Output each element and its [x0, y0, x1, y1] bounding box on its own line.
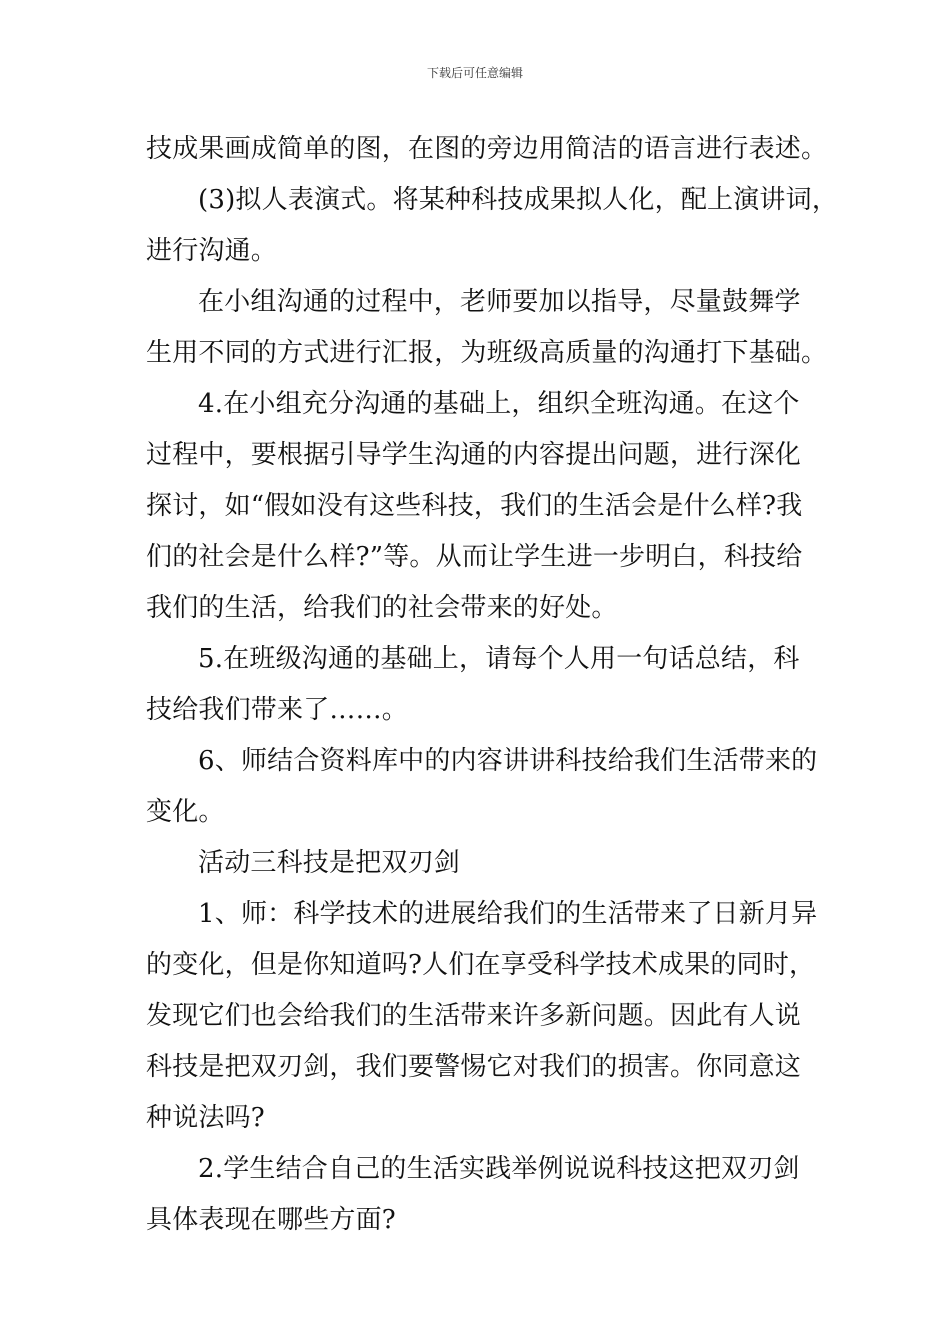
text-line: 在小组沟通的过程中，老师要加以指导，尽量鼓舞学 — [198, 287, 801, 317]
text-line: 变化。 — [146, 797, 225, 827]
text-line: 们的社会是什么样?”等。从而让学生进一步明白，科技给 — [146, 542, 803, 572]
text-line: (3)拟人表演式。将某种科技成果拟人化，配上演讲词， — [198, 185, 839, 215]
text-line: 1、师：科学技术的进展给我们的生活带来了日新月异 — [198, 899, 818, 929]
page-header: 下载后可任意编辑 — [426, 66, 523, 80]
text-line: 6、师结合资料库中的内容讲讲科技给我们生活带来的 — [198, 746, 818, 776]
text-line: 进行沟通。 — [146, 236, 278, 266]
document-body — [146, 124, 839, 1246]
text-line: 技成果画成简单的图，在图的旁边用简洁的语言进行表述。 — [146, 134, 828, 164]
text-line: 发现它们也会给我们的生活带来许多新问题。因此有人说 — [146, 1001, 802, 1031]
text-line: 的变化，但是你知道吗?人们在享受科学技术成果的同时， — [146, 950, 816, 980]
section-heading: 活动三科技是把双刃剑 — [198, 848, 461, 878]
text-line: 5.在班级沟通的基础上，请每个人用一句话总结，科 — [198, 644, 800, 674]
text-line: 过程中，要根据引导学生沟通的内容提出问题，进行深化 — [146, 440, 802, 470]
text-line: 我们的生活，给我们的社会带来的好处。 — [146, 593, 618, 623]
text-line: 科技是把双刃剑，我们要警惕它对我们的损害。你同意这 — [146, 1052, 802, 1082]
text-line: 具体表现在哪些方面? — [146, 1205, 396, 1235]
text-line: 种说法吗? — [146, 1103, 265, 1133]
text-line: 技给我们带来了……。 — [146, 695, 409, 725]
text-line: 4.在小组充分沟通的基础上，组织全班沟通。在这个 — [198, 389, 800, 419]
text-line: 探讨，如“假如没有这些科技，我们的生活会是什么样?我 — [146, 491, 803, 521]
text-line: 生用不同的方式进行汇报，为班级高质量的沟通打下基础。 — [146, 338, 828, 368]
text-line: 2.学生结合自己的生活实践举例说说科技这把双刃剑 — [198, 1154, 800, 1184]
